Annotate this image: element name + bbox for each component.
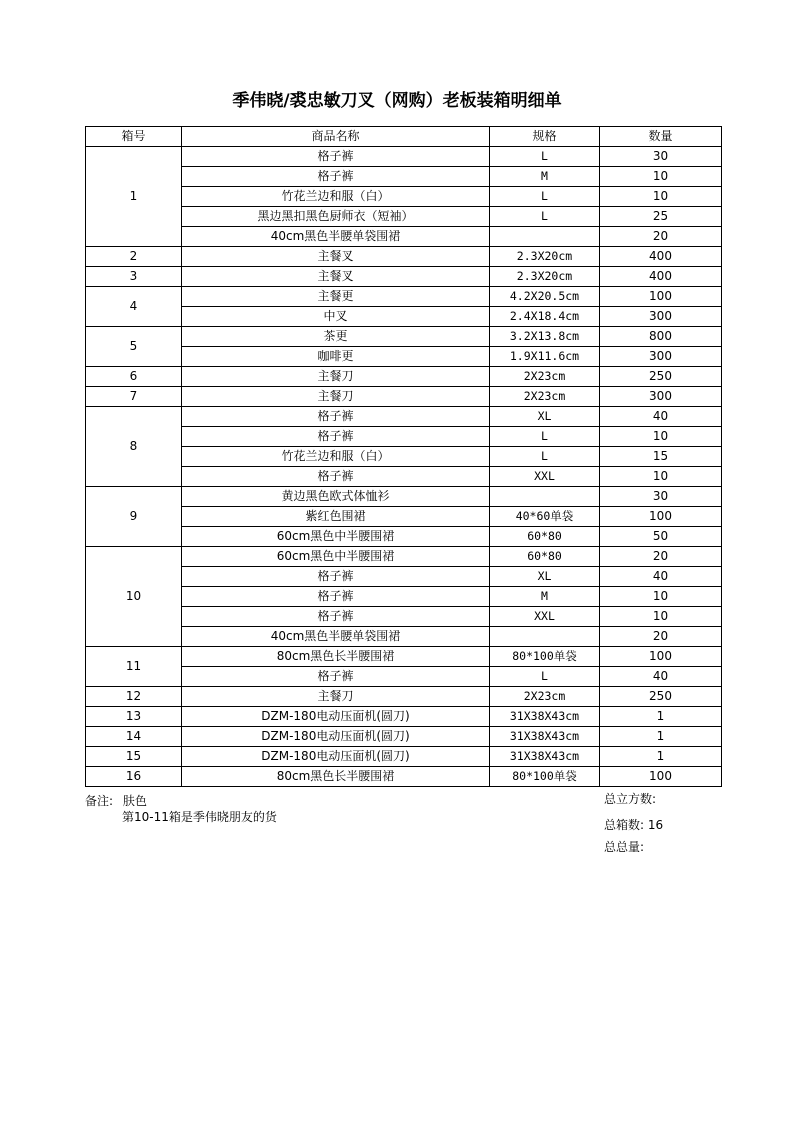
quantity-cell: 250	[600, 367, 722, 387]
quantity-cell: 30	[600, 487, 722, 507]
quantity-cell: 10	[600, 467, 722, 487]
spec-cell: 2.3X20cm	[490, 247, 600, 267]
product-name-cell: 竹花兰边和服（白）	[182, 447, 490, 467]
packing-list-table	[85, 126, 722, 787]
quantity-cell: 400	[600, 267, 722, 287]
box-number-cell: 1	[86, 147, 182, 247]
spec-cell: 31X38X43cm	[490, 727, 600, 747]
quantity-cell: 10	[600, 587, 722, 607]
quantity-cell: 300	[600, 307, 722, 327]
spec-cell: 2.3X20cm	[490, 267, 600, 287]
spec-cell: XXL	[490, 607, 600, 627]
product-name-cell: 格子裤	[182, 467, 490, 487]
box-number-cell: 8	[86, 407, 182, 487]
box-number-cell: 9	[86, 487, 182, 547]
header-product-name: 商品名称	[182, 127, 490, 147]
quantity-cell: 40	[600, 667, 722, 687]
spec-cell: L	[490, 207, 600, 227]
product-name-cell: 40cm黑色半腰单袋围裙	[182, 227, 490, 247]
table-row	[86, 467, 722, 487]
quantity-cell: 1	[600, 707, 722, 727]
quantity-cell: 800	[600, 327, 722, 347]
product-name-cell: 黑边黑扣黑色厨师衣（短袖）	[182, 207, 490, 227]
quantity-cell: 100	[600, 647, 722, 667]
quantity-cell: 40	[600, 407, 722, 427]
table-row	[86, 507, 722, 527]
quantity-cell: 10	[600, 167, 722, 187]
table-row	[86, 607, 722, 627]
total-volume: 总立方数:	[604, 792, 657, 806]
product-name-cell: DZM-180电动压面机(圆刀)	[182, 747, 490, 767]
table-row	[86, 287, 722, 307]
quantity-cell: 100	[600, 507, 722, 527]
spec-cell	[490, 487, 600, 507]
product-name-cell: 主餐刀	[182, 387, 490, 407]
total-boxes: 总箱数: 16	[604, 818, 664, 832]
spec-cell: L	[490, 427, 600, 447]
table-row	[86, 407, 722, 427]
spec-cell: 2.4X18.4cm	[490, 307, 600, 327]
spec-cell: 1.9X11.6cm	[490, 347, 600, 367]
quantity-cell: 400	[600, 247, 722, 267]
box-number-cell: 12	[86, 687, 182, 707]
spec-cell	[490, 227, 600, 247]
table-row	[86, 727, 722, 747]
spec-cell: 2X23cm	[490, 367, 600, 387]
remarks	[85, 792, 147, 809]
product-name-cell: 格子裤	[182, 607, 490, 627]
spec-cell: 40*60单袋	[490, 507, 600, 527]
spec-cell: L	[490, 447, 600, 467]
spec-cell: XL	[490, 567, 600, 587]
product-name-cell: 茶更	[182, 327, 490, 347]
table-header-row	[86, 127, 722, 147]
spec-cell: 31X38X43cm	[490, 707, 600, 727]
spec-cell: 4.2X20.5cm	[490, 287, 600, 307]
quantity-cell: 15	[600, 447, 722, 467]
spec-cell	[490, 627, 600, 647]
table-row	[86, 147, 722, 167]
spec-cell: XXL	[490, 467, 600, 487]
quantity-cell: 20	[600, 227, 722, 247]
spec-cell: 80*100单袋	[490, 767, 600, 787]
spec-cell: 2X23cm	[490, 687, 600, 707]
table-row	[86, 527, 722, 547]
box-number-cell: 15	[86, 747, 182, 767]
box-number-cell: 13	[86, 707, 182, 727]
quantity-cell: 10	[600, 607, 722, 627]
box-number-cell: 6	[86, 367, 182, 387]
table-row	[86, 447, 722, 467]
product-name-cell: DZM-180电动压面机(圆刀)	[182, 727, 490, 747]
product-name-cell: 咖啡更	[182, 347, 490, 367]
box-number-cell: 3	[86, 267, 182, 287]
spec-cell: XL	[490, 407, 600, 427]
table-row	[86, 267, 722, 287]
spec-cell: M	[490, 167, 600, 187]
product-name-cell: 格子裤	[182, 407, 490, 427]
remarks-label: 备注:	[85, 794, 114, 808]
quantity-cell: 300	[600, 347, 722, 367]
table-row	[86, 187, 722, 207]
product-name-cell: 黄边黑色欧式体恤衫	[182, 487, 490, 507]
table-row	[86, 247, 722, 267]
table-row	[86, 307, 722, 327]
box-number-cell: 7	[86, 387, 182, 407]
quantity-cell: 100	[600, 767, 722, 787]
product-name-cell: 格子裤	[182, 427, 490, 447]
table-row	[86, 487, 722, 507]
table-body	[86, 147, 722, 787]
table-row	[86, 767, 722, 787]
box-number-cell: 5	[86, 327, 182, 367]
product-name-cell: 主餐叉	[182, 267, 490, 287]
table-row	[86, 627, 722, 647]
table-row	[86, 227, 722, 247]
table-row	[86, 427, 722, 447]
table-row	[86, 567, 722, 587]
spec-cell: 60*80	[490, 527, 600, 547]
remarks-line-2: 第10-11箱是季伟晓朋友的货	[122, 810, 277, 824]
quantity-cell: 20	[600, 547, 722, 567]
box-number-cell: 10	[86, 547, 182, 647]
product-name-cell: 紫红色围裙	[182, 507, 490, 527]
quantity-cell: 100	[600, 287, 722, 307]
header-quantity: 数量	[600, 127, 722, 147]
header-spec: 规格	[490, 127, 600, 147]
product-name-cell: 格子裤	[182, 167, 490, 187]
table-row	[86, 647, 722, 667]
product-name-cell: DZM-180电动压面机(圆刀)	[182, 707, 490, 727]
table-row	[86, 667, 722, 687]
product-name-cell: 中叉	[182, 307, 490, 327]
quantity-cell: 250	[600, 687, 722, 707]
total-weight: 总总量:	[604, 840, 645, 854]
table-row	[86, 207, 722, 227]
table-row	[86, 367, 722, 387]
product-name-cell: 主餐刀	[182, 687, 490, 707]
quantity-cell: 50	[600, 527, 722, 547]
product-name-cell: 竹花兰边和服（白）	[182, 187, 490, 207]
spec-cell: 60*80	[490, 547, 600, 567]
spec-cell: L	[490, 187, 600, 207]
product-name-cell: 格子裤	[182, 147, 490, 167]
quantity-cell: 20	[600, 627, 722, 647]
header-box-no: 箱号	[86, 127, 182, 147]
quantity-cell: 40	[600, 567, 722, 587]
spec-cell: 31X38X43cm	[490, 747, 600, 767]
product-name-cell: 主餐叉	[182, 247, 490, 267]
product-name-cell: 80cm黑色长半腰围裙	[182, 767, 490, 787]
box-number-cell: 11	[86, 647, 182, 687]
quantity-cell: 10	[600, 187, 722, 207]
table-row	[86, 547, 722, 567]
spec-cell: L	[490, 667, 600, 687]
page-title: 季伟晓/裘忠敏刀叉（网购）老板装箱明细单	[232, 91, 562, 111]
spec-cell: M	[490, 587, 600, 607]
spec-cell: 3.2X13.8cm	[490, 327, 600, 347]
quantity-cell: 1	[600, 747, 722, 767]
product-name-cell: 格子裤	[182, 587, 490, 607]
table-row	[86, 347, 722, 367]
box-number-cell: 14	[86, 727, 182, 747]
table-row	[86, 687, 722, 707]
product-name-cell: 40cm黑色半腰单袋围裙	[182, 627, 490, 647]
table-row	[86, 707, 722, 727]
quantity-cell: 300	[600, 387, 722, 407]
table-row	[86, 167, 722, 187]
remarks-line-1: 肤色	[122, 794, 147, 808]
product-name-cell: 主餐更	[182, 287, 490, 307]
box-number-cell: 2	[86, 247, 182, 267]
table-row	[86, 387, 722, 407]
box-number-cell: 4	[86, 287, 182, 327]
product-name-cell: 格子裤	[182, 567, 490, 587]
spec-cell: 2X23cm	[490, 387, 600, 407]
quantity-cell: 10	[600, 427, 722, 447]
quantity-cell: 1	[600, 727, 722, 747]
spec-cell: L	[490, 147, 600, 167]
table-row	[86, 327, 722, 347]
product-name-cell: 主餐刀	[182, 367, 490, 387]
product-name-cell: 60cm黑色中半腰围裙	[182, 527, 490, 547]
table-row	[86, 747, 722, 767]
box-number-cell: 16	[86, 767, 182, 787]
table-row	[86, 587, 722, 607]
quantity-cell: 25	[600, 207, 722, 227]
product-name-cell: 格子裤	[182, 667, 490, 687]
product-name-cell: 80cm黑色长半腰围裙	[182, 647, 490, 667]
spec-cell: 80*100单袋	[490, 647, 600, 667]
product-name-cell: 60cm黑色中半腰围裙	[182, 547, 490, 567]
quantity-cell: 30	[600, 147, 722, 167]
